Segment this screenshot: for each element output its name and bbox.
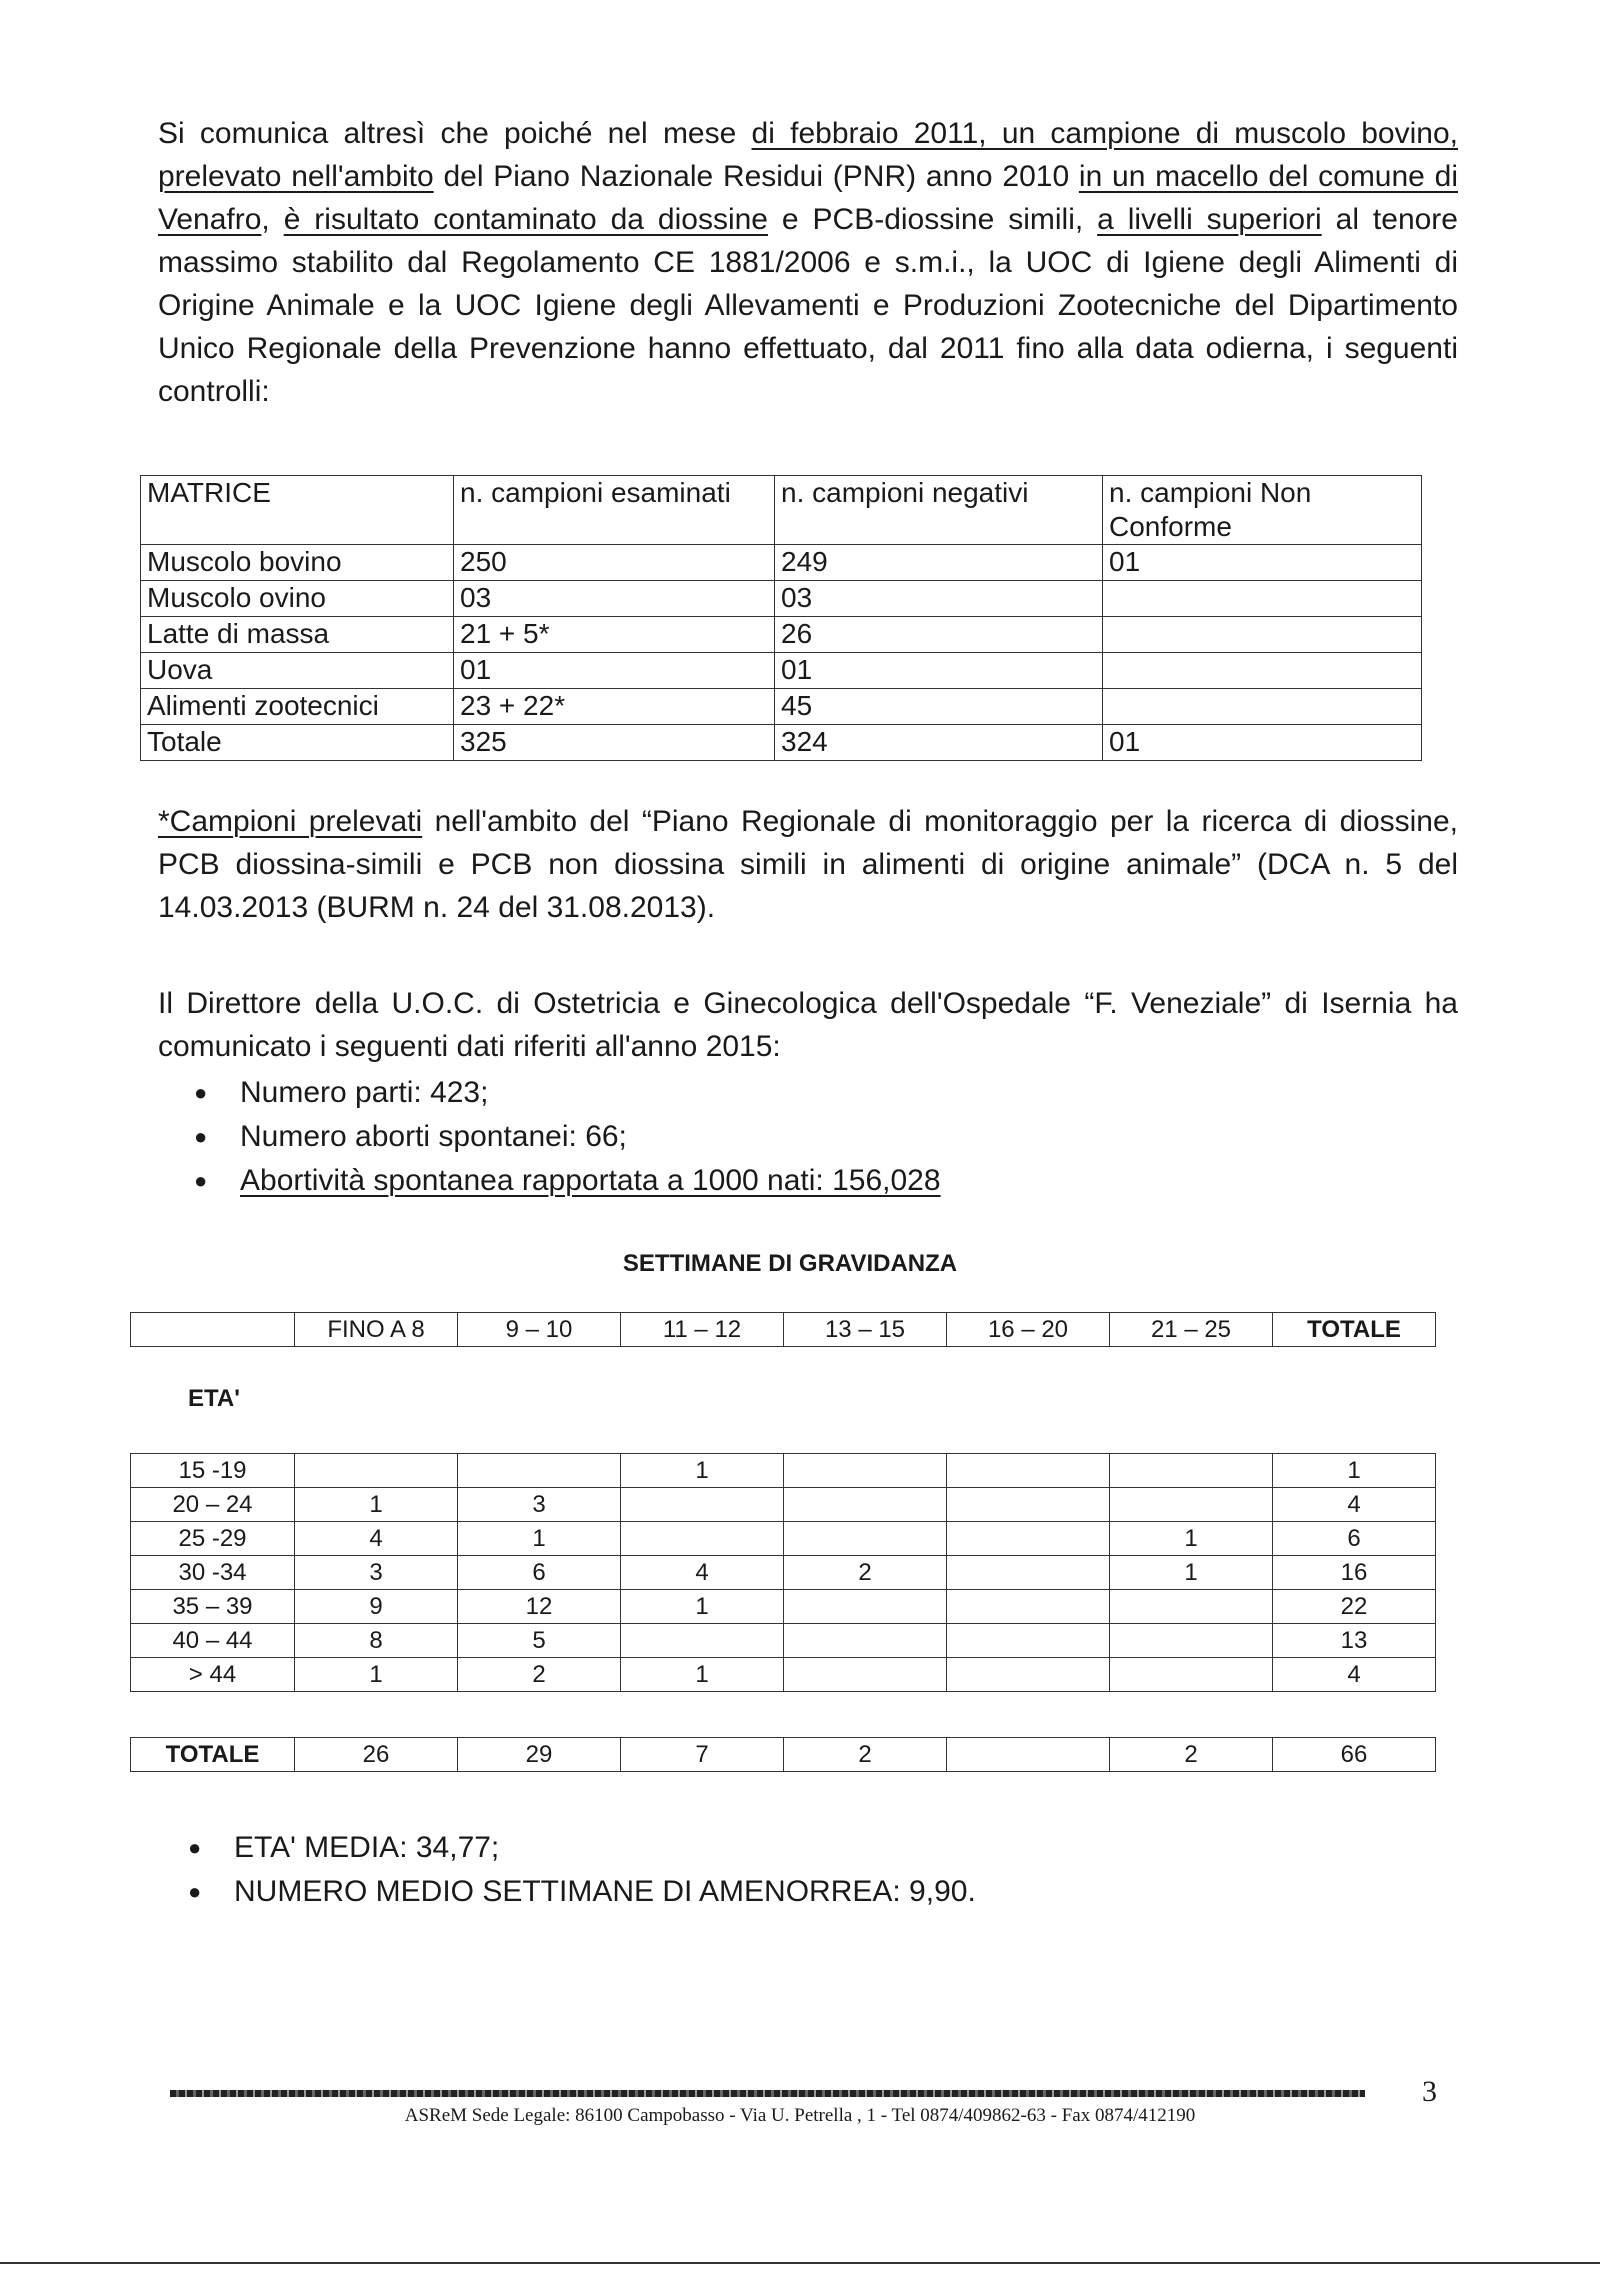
table-cell: 5 xyxy=(458,1624,621,1658)
table-cell: Latte di massa xyxy=(141,617,454,653)
list-item: ● Numero aborti spontanei: 66; xyxy=(190,1115,941,1159)
table-row xyxy=(141,653,1422,689)
list-item: ● NUMERO MEDIO SETTIMANE DI AMENORREA: 9,90. xyxy=(184,1870,976,1914)
table-cell xyxy=(947,1454,1110,1488)
table-cell: 26 xyxy=(775,617,1103,653)
matrice-header-cell: n. campioni Non Conforme xyxy=(1103,476,1422,545)
table-row xyxy=(131,1624,1436,1658)
table-cell xyxy=(1110,1590,1273,1624)
table-cell xyxy=(1103,617,1422,653)
gravidanza-totale-table xyxy=(130,1737,1436,1772)
table-cell xyxy=(1103,689,1422,725)
table-row xyxy=(131,1454,1436,1488)
intro-text-2: del Piano Nazionale Residui (PNR) anno 2010 xyxy=(433,160,1079,193)
table-row xyxy=(131,1590,1436,1624)
table-cell: 26 xyxy=(295,1738,458,1772)
table-row xyxy=(131,1658,1436,1692)
table-cell: 250 xyxy=(454,545,775,581)
table-cell: 1 xyxy=(1273,1454,1436,1488)
summary-bullet-list xyxy=(190,1071,941,1203)
table-cell: 4 xyxy=(621,1556,784,1590)
page-bottom-rule xyxy=(0,2262,1600,2264)
table-cell xyxy=(784,1454,947,1488)
intro-underline-4: a livelli superiori xyxy=(1097,203,1322,236)
table-cell xyxy=(458,1454,621,1488)
intro-underline-2: in un macello del comune di Venafro xyxy=(158,160,1458,236)
table-cell xyxy=(784,1590,947,1624)
table-cell: 2 xyxy=(1110,1738,1273,1772)
table-cell: 324 xyxy=(775,725,1103,761)
note-underline: *Campioni prelevati xyxy=(158,805,423,838)
table-cell: 22 xyxy=(1273,1590,1436,1624)
intro-text-4: e PCB-diossine simili, xyxy=(768,203,1098,236)
table-cell xyxy=(295,1454,458,1488)
table-cell: 03 xyxy=(454,581,775,617)
table-cell: 6 xyxy=(458,1556,621,1590)
table-row xyxy=(131,1556,1436,1590)
eta-label: ETA' xyxy=(188,1385,240,1412)
stats-bullet-list xyxy=(184,1826,976,1914)
table-cell: > 44 xyxy=(131,1658,295,1692)
table-cell: 01 xyxy=(775,653,1103,689)
table-cell: Alimenti zootecnici xyxy=(141,689,454,725)
table-cell: 2 xyxy=(784,1556,947,1590)
table-cell xyxy=(1110,1624,1273,1658)
table-cell: 12 xyxy=(458,1590,621,1624)
table-cell: 3 xyxy=(458,1488,621,1522)
list-item: ● Numero parti: 423; xyxy=(190,1071,941,1115)
table-cell xyxy=(1103,581,1422,617)
table-cell xyxy=(1110,1658,1273,1692)
table-row xyxy=(141,725,1422,761)
table-cell: 11 – 12 xyxy=(621,1313,784,1347)
table-cell xyxy=(947,1658,1110,1692)
table-row xyxy=(141,581,1422,617)
table-cell: 15 -19 xyxy=(131,1454,295,1488)
table-row xyxy=(141,545,1422,581)
footer-divider xyxy=(170,2090,1365,2097)
table-cell: 01 xyxy=(454,653,775,689)
matrice-header-cell: n. campioni negativi xyxy=(775,476,1103,545)
note-paragraph xyxy=(158,800,1458,929)
intro-underline-3: è risultato contaminato da diossine xyxy=(283,203,768,236)
table-cell: 13 – 15 xyxy=(784,1313,947,1347)
table-row xyxy=(131,1488,1436,1522)
table-cell xyxy=(1110,1454,1273,1488)
table-cell: 4 xyxy=(295,1522,458,1556)
table-cell: TOTALE xyxy=(1273,1313,1436,1347)
table-cell: FINO A 8 xyxy=(295,1313,458,1347)
table-cell xyxy=(1110,1488,1273,1522)
table-row xyxy=(131,1522,1436,1556)
table-cell xyxy=(947,1488,1110,1522)
table-cell: 3 xyxy=(295,1556,458,1590)
table-cell: 1 xyxy=(1110,1556,1273,1590)
intro-paragraph xyxy=(158,112,1458,413)
note-text: nell'ambito del “Piano Regionale di monitoraggio per la ricerca di diossine, PCB diossina-simili e PCB non diossina simili in alimenti di origine animale” (DCA n. 5 del 14.03.2013 (BURM n. 24 del 31.08.2013). xyxy=(158,805,1458,924)
table-cell: 45 xyxy=(775,689,1103,725)
table-cell: Totale xyxy=(141,725,454,761)
table-row xyxy=(131,1738,1436,1772)
table-cell: 1 xyxy=(1110,1522,1273,1556)
table-cell: 4 xyxy=(1273,1658,1436,1692)
table-cell: 40 – 44 xyxy=(131,1624,295,1658)
table-cell xyxy=(621,1488,784,1522)
table-cell: 20 – 24 xyxy=(131,1488,295,1522)
gravidanza-title: SETTIMANE DI GRAVIDANZA xyxy=(622,1250,958,1277)
table-cell: 21 + 5* xyxy=(454,617,775,653)
table-cell xyxy=(784,1488,947,1522)
table-cell: 23 + 22* xyxy=(454,689,775,725)
table-cell: Uova xyxy=(141,653,454,689)
table-cell: 16 xyxy=(1273,1556,1436,1590)
table-cell: 1 xyxy=(295,1488,458,1522)
table-cell: 325 xyxy=(454,725,775,761)
table-cell: 29 xyxy=(458,1738,621,1772)
table-cell xyxy=(1103,653,1422,689)
table-cell xyxy=(947,1624,1110,1658)
intro-text-5: al tenore massimo stabilito dal Regolamento CE 1881/2006 e s.m.i., la UOC di Igiene degli Alimenti di Origine Animale e la UOC Igiene degli Allevamenti e Produzioni Zootecniche del Dipartimento Unico Regionale della Prevenzione hanno effettuato, dal 2011 fino alla data odierna, i seguenti controlli: xyxy=(158,203,1458,408)
table-cell: 16 – 20 xyxy=(947,1313,1110,1347)
intro-text-1: Si comunica altresì che poiché nel mese xyxy=(158,117,752,150)
matrice-header-row xyxy=(141,476,1422,545)
table-cell: TOTALE xyxy=(131,1738,295,1772)
table-cell xyxy=(784,1522,947,1556)
table-cell: Muscolo ovino xyxy=(141,581,454,617)
table-row xyxy=(141,689,1422,725)
table-cell xyxy=(947,1522,1110,1556)
matrice-table xyxy=(140,475,1422,761)
table-cell: 9 xyxy=(295,1590,458,1624)
table-cell xyxy=(621,1624,784,1658)
footer-address: ASReM Sede Legale: 86100 Campobasso - Via U. Petrella , 1 - Tel 0874/409862-63 - Fax 0874/412190 xyxy=(404,2105,1196,2126)
table-cell: 35 – 39 xyxy=(131,1590,295,1624)
table-cell: 7 xyxy=(621,1738,784,1772)
page-number: 3 xyxy=(1422,2075,1437,2108)
table-cell: 21 – 25 xyxy=(1110,1313,1273,1347)
table-cell: 1 xyxy=(295,1658,458,1692)
gravidanza-header-table xyxy=(130,1312,1436,1347)
table-cell: 4 xyxy=(1273,1488,1436,1522)
table-cell xyxy=(131,1313,295,1347)
table-cell: 13 xyxy=(1273,1624,1436,1658)
matrice-header-cell: n. campioni esaminati xyxy=(454,476,775,545)
table-cell xyxy=(621,1522,784,1556)
table-cell xyxy=(784,1658,947,1692)
director-paragraph xyxy=(158,982,1458,1068)
list-item: ● Abortività spontanea rapportata a 1000 nati: 156,028 xyxy=(190,1159,941,1203)
table-cell: 2 xyxy=(784,1738,947,1772)
table-cell: 1 xyxy=(458,1522,621,1556)
table-cell: 01 xyxy=(1103,545,1422,581)
list-item: ● ETA' MEDIA: 34,77; xyxy=(184,1826,976,1870)
table-cell: 8 xyxy=(295,1624,458,1658)
table-cell: 30 -34 xyxy=(131,1556,295,1590)
table-cell: 9 – 10 xyxy=(458,1313,621,1347)
table-cell: 1 xyxy=(621,1590,784,1624)
table-cell: 25 -29 xyxy=(131,1522,295,1556)
gravidanza-data-table xyxy=(130,1453,1436,1692)
intro-text-3: , xyxy=(261,203,284,236)
matrice-header-cell: MATRICE xyxy=(141,476,454,545)
director-text: Il Direttore della U.O.C. di Ostetricia e Ginecologica dell'Ospedale “F. Veneziale” di Isernia ha comunicato i seguenti dati riferiti all'anno 2015: xyxy=(158,987,1458,1063)
table-cell xyxy=(947,1738,1110,1772)
table-cell: 6 xyxy=(1273,1522,1436,1556)
table-cell: 66 xyxy=(1273,1738,1436,1772)
table-cell: 2 xyxy=(458,1658,621,1692)
table-cell xyxy=(947,1556,1110,1590)
table-cell: 1 xyxy=(621,1658,784,1692)
table-cell: 03 xyxy=(775,581,1103,617)
table-cell: Muscolo bovino xyxy=(141,545,454,581)
table-cell xyxy=(784,1624,947,1658)
table-row xyxy=(131,1313,1436,1347)
table-row xyxy=(141,617,1422,653)
table-cell: 1 xyxy=(621,1454,784,1488)
table-cell: 01 xyxy=(1103,725,1422,761)
table-cell: 249 xyxy=(775,545,1103,581)
intro-underline-1: di febbraio 2011, un campione di muscolo bovino, prelevato nell'ambito xyxy=(158,117,1458,193)
table-cell xyxy=(947,1590,1110,1624)
